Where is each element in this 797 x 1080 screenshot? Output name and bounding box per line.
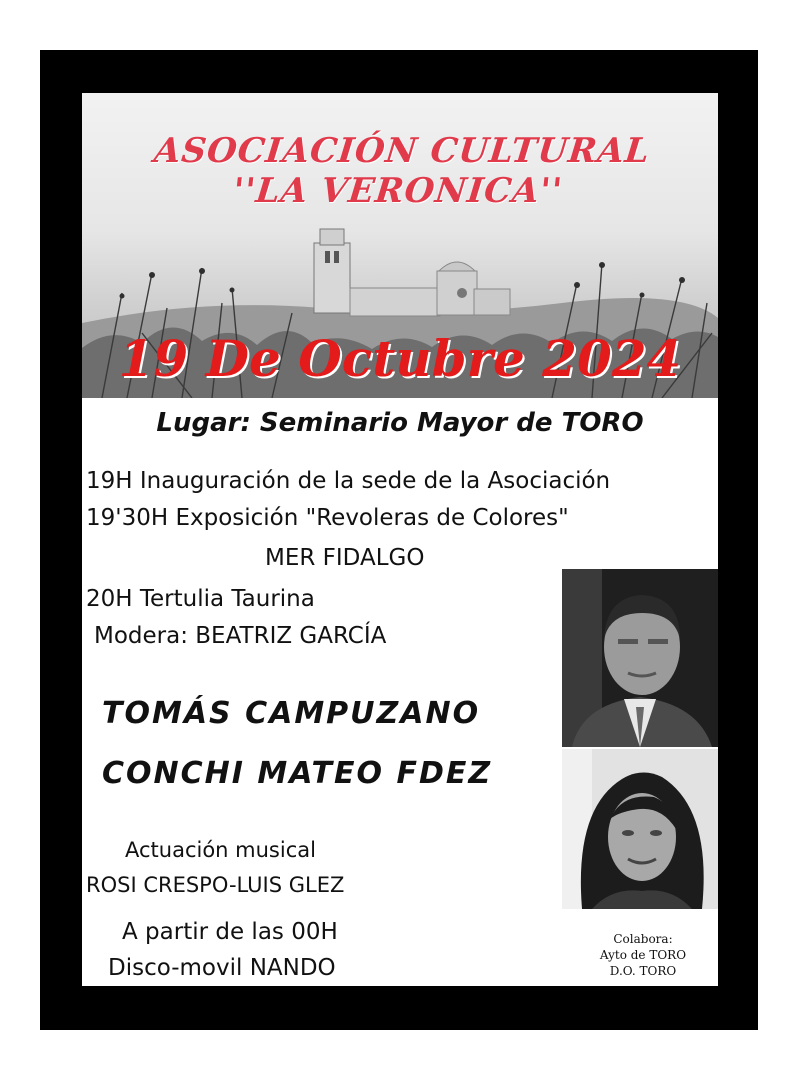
association-title-line1: ASOCIACIÓN CULTURAL (152, 131, 653, 171)
program-item-exhibition: 19'30H Exposición "Revoleras de Colores" (86, 505, 569, 531)
association-title (82, 131, 718, 211)
toro-landscape-photo (82, 93, 718, 398)
sponsors-label: Colabora: (613, 932, 673, 946)
late-night-time: A partir de las 00H (122, 919, 338, 945)
event-venue: Lugar: Seminario Mayor de TORO (156, 408, 644, 438)
disco-movil-dj: Disco-movil NANDO (108, 955, 336, 981)
guest-photo-man (562, 569, 718, 747)
sponsor-ayto-toro: Ayto de TORO (599, 948, 687, 962)
sponsor-do-toro: D.O. TORO (609, 964, 677, 978)
guest-tomas-campuzano: TOMÁS CAMPUZANO (102, 696, 481, 731)
music-performers: ROSI CRESPO-LUIS GLEZ (86, 873, 345, 897)
music-label: Actuación musical (125, 838, 316, 862)
program-item-inauguration: 19H Inauguración de la sede de la Asociación (86, 468, 611, 494)
exhibition-artist: MER FIDALGO (265, 545, 425, 571)
sponsors-block (588, 931, 698, 979)
guest-conchi-mateo: CONCHI MATEO FDEZ (102, 756, 493, 791)
tertulia-moderator: Modera: BEATRIZ GARCÍA (94, 623, 387, 649)
program-item-tertulia: 20H Tertulia Taurina (86, 586, 315, 612)
association-title-line2: ''LA VERONICA'' (231, 171, 565, 211)
event-poster (82, 93, 718, 986)
guest-photo-woman (562, 749, 718, 909)
event-date: 19 De Octubre 2024 (118, 329, 682, 388)
